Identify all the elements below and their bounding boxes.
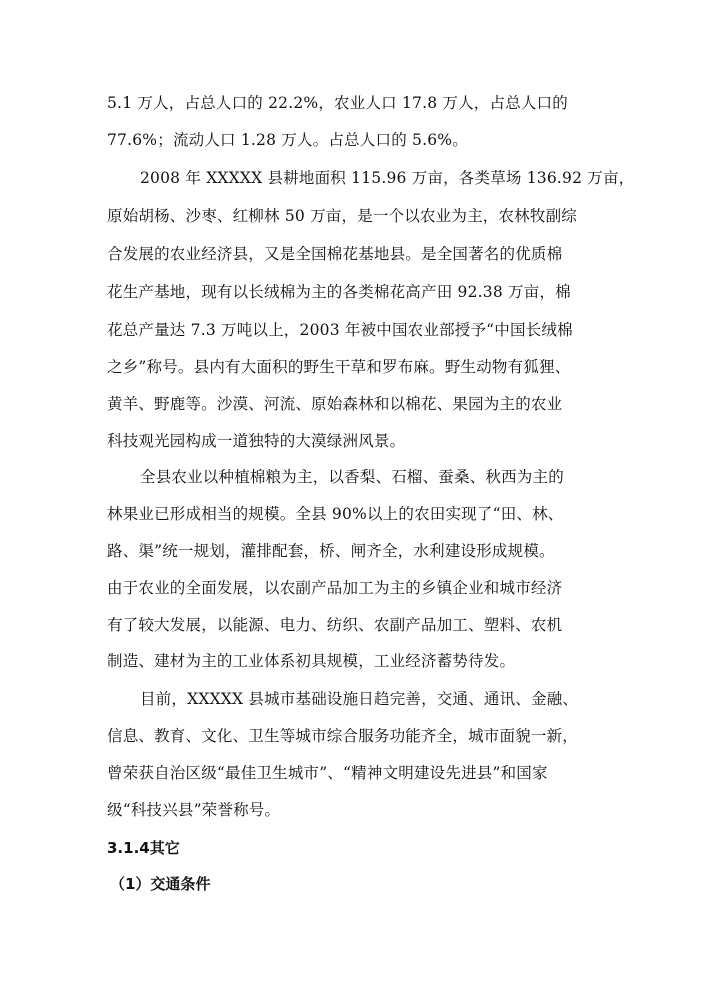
paragraph-2-line-6: 之乡”称号。县内有大面积的野生干草和罗布麻。野生动物有狐狸、 <box>107 358 571 376</box>
paragraph-1-line-1: 5.1 万人，占总人口的 22.2%，农业人口 17.8 万人，占总人口的 <box>107 94 569 112</box>
paragraph-4-line-1: 目前，XXXXX 县城市基础设施日趋完善，交通、通讯、金融、 <box>140 690 579 708</box>
paragraph-2-line-3: 合发展的农业经济县，又是全国棉花基地县。是全国著名的优质棉 <box>107 245 563 263</box>
paragraph-3-line-4: 由于农业的全面发展，以农副产品加工为主的乡镇企业和城市经济 <box>107 579 563 597</box>
paragraph-4-line-4: 级“科技兴县”荣誉称号。 <box>107 801 281 819</box>
paragraph-2-line-2: 原始胡杨、沙枣、红柳林 50 万亩，是一个以农业为主，农林牧副综 <box>107 207 577 225</box>
paragraph-3-line-1: 全县农业以种植棉粮为主，以香梨、石榴、蚕桑、秋西为主的 <box>140 468 564 486</box>
paragraph-2-line-4: 花生产基地，现有以长绒棉为主的各类棉花高产田 92.38 万亩，棉 <box>107 283 571 301</box>
section-heading: 3.1.4其它 <box>107 839 180 857</box>
paragraph-3-line-2: 林果业已形成相当的规模。全县 90%以上的农田实现了“田、林、 <box>107 505 564 523</box>
paragraph-4-line-3: 曾荣获自治区级“最佳卫生城市”、“精神文明建设先进县”和国家 <box>107 764 548 782</box>
subsection-heading: （1）交通条件 <box>110 875 211 893</box>
paragraph-3-line-5: 有了较大发展，以能源、电力、纺织、农副产品加工、塑料、农机 <box>107 616 563 634</box>
paragraph-3-line-3: 路、渠”统一规划，灌排配套，桥、闸齐全，水利建设形成规模。 <box>107 542 555 560</box>
paragraph-2-line-1: 2008 年 XXXXX 县耕地面积 115.96 万亩，各类草场 136.92 万亩， <box>140 169 635 187</box>
paragraph-4-line-2: 信息、教育、文化、卫生等城市综合服务功能齐全，城市面貌一新， <box>107 727 579 745</box>
paragraph-1-line-2: 77.6%；流动人口 1.28 万人。占总人口的 5.6%。 <box>107 131 468 149</box>
paragraph-2-line-5: 花总产量达 7.3 万吨以上，2003 年被中国农业部授予“中国长绒棉 <box>107 321 573 339</box>
paragraph-3-line-6: 制造、建材为主的工业体系初具规模，工业经济蓄势待发。 <box>107 652 516 670</box>
paragraph-2-line-7: 黄羊、野鹿等。沙漠、河流、原始森林和以棉花、果园为主的农业 <box>107 395 563 413</box>
paragraph-2-line-8: 科技观光园构成一道独特的大漠绿洲风景。 <box>107 432 406 450</box>
